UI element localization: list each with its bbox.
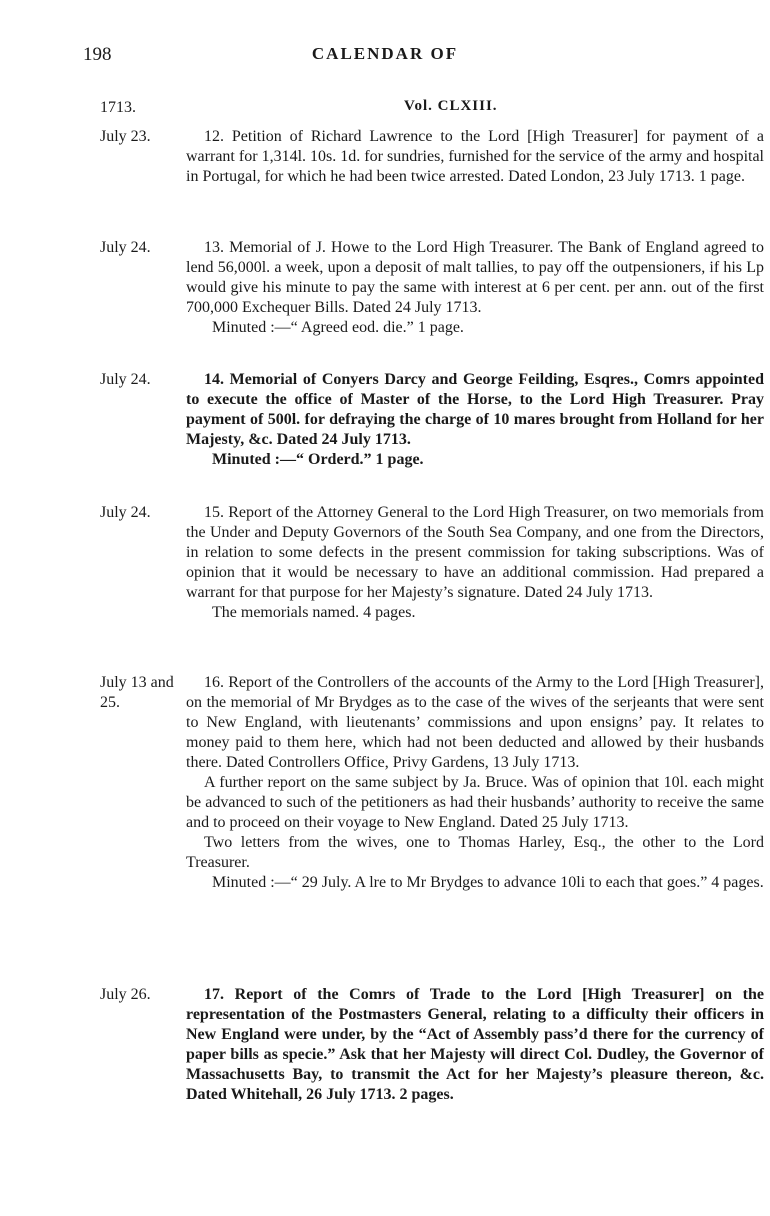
entry-paragraph: Two letters from the wives, one to Thomas Harley, Esq., the other to the Lord Treasurer. [186,834,764,871]
entry-date: July 24. [100,504,151,521]
entry-15 [186,503,764,623]
entry-minute: Minuted :—“ Orderd.” 1 page. [212,451,424,468]
entry-date: July 24. [100,239,151,256]
entry-date: July 24. [100,371,151,388]
volume-heading: Vol. CLXIII. [404,98,498,114]
entry-17 [186,985,764,1105]
entry-paragraph: 13. Memorial of J. Howe to the Lord High Treasurer. The Bank of England agreed to lend 56,000l. a week, upon a deposit of malt tallies, to pay off the outpensioners, if his Lp would give his minute to pay the same with interest at 6 per cent. per ann. out of the first 700,000 Exchequer Bills. Dated 24 July 1713. [186,239,764,316]
entry-paragraph: 15. Report of the Attorney General to the Lord High Treasurer, on two memorials from the Under and Deputy Governors of the South Sea Company, and one from the Directors, in relation to some defects in the present commission for taking subscriptions. Was of opinion that it would be necessary to have an additional commission. Had prepared a warrant for that purpose for her Majesty’s signature. Dated 24 July 1713. [186,504,764,601]
entry-paragraph: 17. Report of the Comrs of Trade to the Lord [High Treasurer] on the representation of the Postmasters General, relating to a difficulty their officers in New England were under, by the “Act of Assembly pass’d there for the currency of paper bills as specie.” Ask that her Majesty will direct Col. Dudley, the Governor of Massachusetts Bay, to transmit the Act for her Majesty’s pleasure thereon, &c. Dated Whitehall, 26 July 1713. 2 pages. [186,986,764,1103]
entry-13 [186,238,764,338]
page-number: 198 [83,44,112,65]
entry-date: July 23. [100,128,151,145]
running-head: CALENDAR OF [311,44,459,63]
year-marker: 1713. [100,99,136,116]
entry-date: July 26. [100,986,151,1003]
entry-14 [186,370,764,470]
entry-12 [186,127,764,187]
entry-paragraph: 12. Petition of Richard Lawrence to the Lord [High Treasurer] for payment of a warrant for 1,314l. 10s. 1d. for sundries, furnished for the service of the army and hospital in Portugal, for which he had been twice arrested. Dated London, 23 July 1713. 1 page. [186,128,764,185]
entry-paragraph: A further report on the same subject by Ja. Bruce. Was of opinion that 10l. each might be advanced to such of the petitioners as had their husbands’ authority to receive the same and to proceed on their voyage to New England. Dated 25 July 1713. [186,774,764,831]
entry-date: July 13 and 25. [100,674,174,711]
entry-minute: Minuted :—“ 29 July. A lre to Mr Brydges to advance 10li to each that goes.” 4 pages. [212,874,764,891]
entry-paragraph: 14. Memorial of Conyers Darcy and George Feilding, Esqres., Comrs appointed to execute the office of Master of the Horse, to the Lord High Treasurer. Pray payment of 500l. for defraying the charge of 10 mares brought from Holland for her Majesty, &c. Dated 24 July 1713. [186,371,764,448]
entry-note: The memorials named. 4 pages. [212,604,416,621]
entry-minute: Minuted :—“ Agreed eod. die.” 1 page. [212,319,464,336]
entry-16 [186,673,764,893]
entry-paragraph: 16. Report of the Controllers of the accounts of the Army to the Lord [High Treasurer], on the memorial of Mr Brydges as to the case of the wives of the serjeants that were sent to New England, with lieutenants’ commissions and upon ensigns’ pay. It relates to money paid to them here, which had not been deducted and allowed by their husbands there. Dated Controllers Office, Privy Gardens, 13 July 1713. [186,674,764,771]
